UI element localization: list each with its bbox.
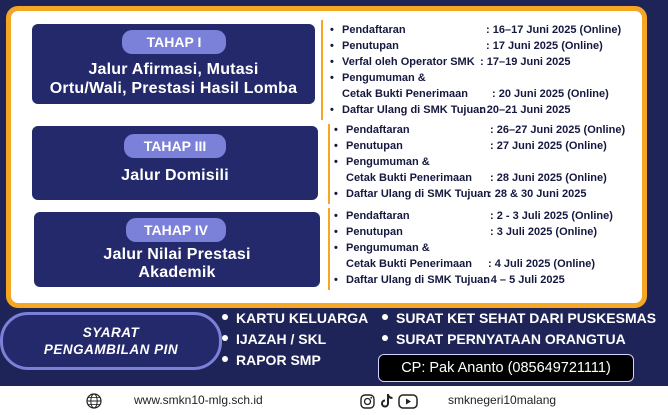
stage-3-schedule: • Pendaftaran : 26–27 Juni 2025 (Online) • Penutupan : 27 Juni 2025 (Online) • Pengumuman & Cetak Bukti Penerimaan : 28 Juni 2025 (Online) • Daftar Ulang di SMK Tujuan : 28 & 30 Juni 2025 xyxy=(334,124,626,200)
stage-4-block xyxy=(34,212,320,287)
stage-1-title-line-1: Jalur Afirmasi, Mutasi xyxy=(88,61,259,78)
stage-1-divider xyxy=(321,20,323,120)
stage-4-title-line-1: Jalur Nilai Prestasi xyxy=(103,246,251,263)
stage-4-schedule: • Pendaftaran : 2 - 3 Juli 2025 (Online) • Penutupan : 3 Juli 2025 (Online) • Pengumuman & Cetak Bukti Penerimaan : 4 Juli 2025 (Online) • Daftar Ulang di SMK Tujuan : 4 – 5 Juli 2025 xyxy=(334,210,613,286)
bullet-icon xyxy=(222,335,228,341)
requirement-item: RAPOR SMP xyxy=(222,352,321,368)
instagram-icon xyxy=(360,394,375,409)
contact-person-box: CP: Pak Ananto (085649721111) xyxy=(378,354,634,382)
stage-3-block xyxy=(32,126,318,200)
social-handle[interactable]: smknegeri10malang xyxy=(448,393,557,407)
bullet-icon xyxy=(222,356,228,362)
stage-4-divider xyxy=(328,208,330,290)
requirement-item: SURAT KET SEHAT DARI PUSKESMAS xyxy=(382,310,656,326)
requirement-item: IJAZAH / SKL xyxy=(222,331,326,347)
requirement-item: SURAT PERNYATAAN ORANGTUA xyxy=(382,331,626,347)
syarat-line-2: PENGAMBILAN PIN xyxy=(43,342,179,357)
stage-3-divider xyxy=(328,124,330,204)
bullet-icon xyxy=(382,335,388,341)
syarat-line-1: SYARAT xyxy=(82,325,140,340)
stage-1-block xyxy=(32,24,315,104)
website-link[interactable]: www.smkn10-mlg.sch.id xyxy=(134,393,263,407)
stage-1-badge: TAHAP I xyxy=(122,30,226,54)
youtube-icon xyxy=(398,394,418,409)
tiktok-icon xyxy=(380,393,394,409)
stage-1-title-line-2: Ortu/Wali, Prestasi Hasil Lomba xyxy=(49,80,298,97)
stage-3-title-line-1: Jalur Domisili xyxy=(121,167,229,184)
stage-4-badge: TAHAP IV xyxy=(126,218,226,242)
bullet-icon xyxy=(222,314,228,320)
globe-icon xyxy=(86,393,102,409)
stage-1-schedule: • Pendaftaran : 16–17 Juni 2025 (Online) • Penutupan : 17 Juni 2025 (Online) • Verfal oleh Operator SMK : 17–19 Juni 2025 • Pengumuman & Cetak Bukti Penerimaan : 20 Juni 2025 (Online) • Daftar Ulang di SMK Tujuan : 20–21 Juni 2025 xyxy=(330,24,622,116)
stage-3-badge: TAHAP III xyxy=(124,134,226,158)
requirement-item: KARTU KELUARGA xyxy=(222,310,368,326)
syarat-banner xyxy=(0,312,222,370)
footer-bar xyxy=(0,386,668,415)
bullet-icon xyxy=(382,314,388,320)
stage-4-title-line-2: Akademik xyxy=(138,264,216,281)
